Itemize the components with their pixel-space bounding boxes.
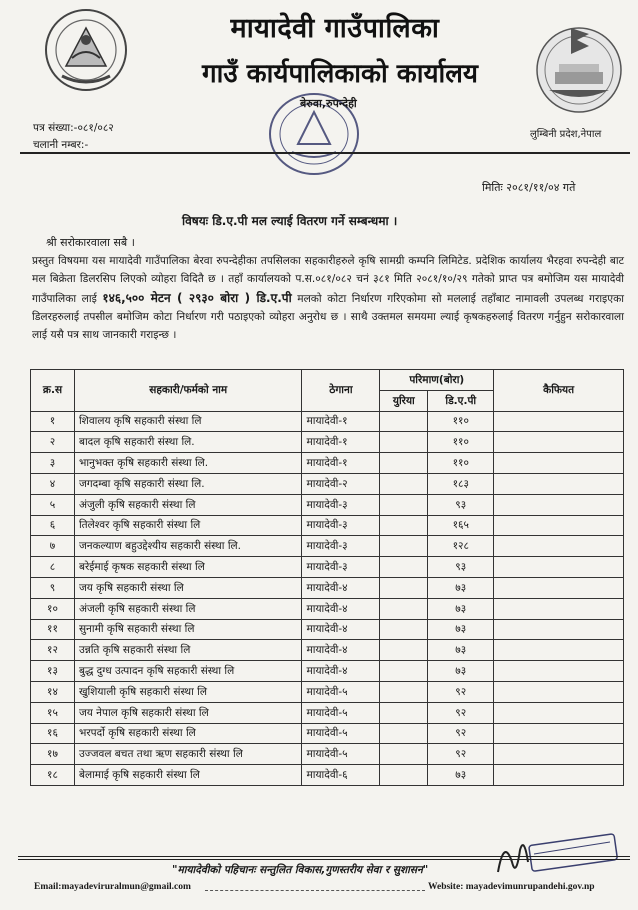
cell-dap: ९२	[428, 744, 494, 765]
cell-name: उन्नति कृषि सहकारी संस्था लि	[74, 640, 302, 661]
letter-body	[32, 252, 624, 344]
header-remarks: कैफियत	[494, 370, 624, 412]
cell-sn: ६	[31, 515, 75, 536]
cell-remarks	[494, 577, 624, 598]
cell-name: अंजुली कृषि सहकारी संस्था लि	[74, 494, 302, 515]
cell-urea	[380, 640, 428, 661]
table-row	[31, 432, 624, 453]
cell-sn: १७	[31, 744, 75, 765]
cell-dap: ९२	[428, 723, 494, 744]
cell-sn: १६	[31, 723, 75, 744]
cell-name: उज्जवल बचत तथा ऋण सहकारी संस्था लि	[74, 744, 302, 765]
cell-address: मायादेवी-५	[302, 702, 380, 723]
cell-sn: ८	[31, 557, 75, 578]
cell-urea	[380, 619, 428, 640]
patra-sankhya: पत्र संख्या:-०८१/०८२	[33, 122, 114, 134]
cell-sn: ११	[31, 619, 75, 640]
cell-urea	[380, 744, 428, 765]
cell-urea	[380, 723, 428, 744]
header-sn: क्र.स	[31, 370, 75, 412]
cell-remarks	[494, 473, 624, 494]
cell-name: शिवालय कृषि सहकारी संस्था लि	[74, 411, 302, 432]
cell-remarks	[494, 432, 624, 453]
cell-urea	[380, 765, 428, 786]
header-divider	[20, 152, 630, 154]
cell-address: मायादेवी-४	[302, 640, 380, 661]
cell-sn: ९	[31, 577, 75, 598]
footer-rule-2	[18, 859, 630, 860]
cell-name: जय नेपाल कृषि सहकारी संस्था लि	[74, 702, 302, 723]
cell-dap: ७३	[428, 640, 494, 661]
cell-address: मायादेवी-३	[302, 536, 380, 557]
cell-remarks	[494, 640, 624, 661]
body-part-1: प्रस्तुत विषयमा यस मायादेवी गाउँपालिका बेरवा रुपन्देहीका तपसिलका सहकारीहरुले कृषि सामग्री कम्पनि लिमिटेड. प्रदेशिक कार्यालय भैरहवा रुपन्देही बाट मल बिक्रेता डिलरसिप लिएको व्योहरा विदितै छ । तहाँ कार्यालयको प.स.०८१/०८२ चनं ३८१ मिति २०८१/१०/२९ गतेको प्राप्त पत्र बमोजिम यस मायादेवी गाउँपालिका लाई	[32, 255, 624, 305]
chalani-number: चलानी नम्बर:-	[33, 139, 89, 151]
cell-remarks	[494, 557, 624, 578]
table-row	[31, 411, 624, 432]
header-dap: डि.ए.पी	[428, 390, 494, 411]
table-row	[31, 515, 624, 536]
cell-address: मायादेवी-३	[302, 515, 380, 536]
cell-dap: ७३	[428, 598, 494, 619]
cell-sn: १३	[31, 661, 75, 682]
quota-highlight: १४६,५०० मेटन ( २९३० बोरा ) डि.ए.पी	[102, 290, 292, 305]
cell-address: मायादेवी-१	[302, 453, 380, 474]
cell-remarks	[494, 494, 624, 515]
table-row	[31, 702, 624, 723]
cell-name: तिलेश्वर कृषि सहकारी संस्था लि	[74, 515, 302, 536]
letter-date: मितिः २०८१/११/०४ गते	[482, 181, 576, 194]
municipality-title: मायादेवी गाउँपालिका	[230, 13, 440, 44]
letter-subject: विषयः डि.ए.पी मल ल्याई वितरण गर्ने सम्बन्धमा ।	[182, 214, 398, 228]
cell-urea	[380, 557, 428, 578]
cell-remarks	[494, 723, 624, 744]
cell-dap: १२८	[428, 536, 494, 557]
table-row	[31, 640, 624, 661]
table-row	[31, 723, 624, 744]
table-row	[31, 557, 624, 578]
cell-remarks	[494, 765, 624, 786]
cell-dap: ९२	[428, 702, 494, 723]
cell-urea	[380, 681, 428, 702]
table-row	[31, 453, 624, 474]
cell-urea	[380, 536, 428, 557]
cell-address: मायादेवी-१	[302, 411, 380, 432]
cell-dap: ७३	[428, 661, 494, 682]
cell-dap: १६५	[428, 515, 494, 536]
footer-slogan: "मायादेवीको पहिचानः सन्तुलित विकास,गुणस्तरीय सेवा र सुशासन"	[172, 864, 429, 876]
header-address: ठेगाना	[302, 370, 380, 412]
municipality-logo	[533, 20, 625, 118]
cell-remarks	[494, 411, 624, 432]
cell-name: सुनामी कृषि सहकारी संस्था लि	[74, 619, 302, 640]
cell-remarks	[494, 681, 624, 702]
cell-remarks	[494, 661, 624, 682]
cell-address: मायादेवी-४	[302, 598, 380, 619]
body-part-2: मलको कोटा निर्धारण गरिएकोमा सो मललाई तहाँबाट नामावली उपलब्ध गराइएका डिलरहरुलाई तपसील बमोजिम कोटा निर्धारण गरी पठाइएको व्योहरा अनुरोध छ । साथै उक्तमल समयमा ल्याई कृषकहरुलाई वितरण गर्नुहुन सरोकारवाला लाई यसै पत्र साथ जानकारी गराइन्छ ।	[32, 292, 624, 342]
cell-name: बुद्ध दुग्ध उत्पादन कृषि सहकारी संस्था लि	[74, 661, 302, 682]
cell-dap: ११०	[428, 453, 494, 474]
cell-sn: ५	[31, 494, 75, 515]
cell-dap: १८३	[428, 473, 494, 494]
cell-remarks	[494, 744, 624, 765]
footer-website[interactable]: Website: mayadevimunrupandehi.gov.np	[428, 882, 595, 892]
cell-dap: ७३	[428, 619, 494, 640]
cell-address: मायादेवी-३	[302, 557, 380, 578]
cell-urea	[380, 411, 428, 432]
cell-sn: ४	[31, 473, 75, 494]
cell-dap: ९३	[428, 557, 494, 578]
cell-name: भानुभक्त कृषि सहकारी संस्था लि.	[74, 453, 302, 474]
cell-name: जय कृषि सहकारी संस्था लि	[74, 577, 302, 598]
cell-sn: १	[31, 411, 75, 432]
cell-sn: ७	[31, 536, 75, 557]
cell-urea	[380, 598, 428, 619]
cell-dap: ९३	[428, 494, 494, 515]
cell-urea	[380, 473, 428, 494]
cell-sn: १८	[31, 765, 75, 786]
cell-sn: ३	[31, 453, 75, 474]
cell-urea	[380, 515, 428, 536]
cell-name: बरेईमाई कृषक सहकारी संस्था लि	[74, 557, 302, 578]
cell-dap: ७३	[428, 765, 494, 786]
cell-remarks	[494, 453, 624, 474]
table-row	[31, 577, 624, 598]
footer-dash-line	[205, 890, 425, 891]
table-row	[31, 536, 624, 557]
cell-remarks	[494, 515, 624, 536]
header-urea: युरिया	[380, 390, 428, 411]
cell-remarks	[494, 536, 624, 557]
footer-rule	[18, 856, 630, 857]
cell-name: जनकल्याण बहुउद्देश्यीय सहकारी संस्था लि.	[74, 536, 302, 557]
cell-remarks	[494, 598, 624, 619]
cell-urea	[380, 577, 428, 598]
cell-remarks	[494, 702, 624, 723]
table-row	[31, 661, 624, 682]
cell-address: मायादेवी-६	[302, 765, 380, 786]
cell-dap: ११०	[428, 411, 494, 432]
cell-sn: १०	[31, 598, 75, 619]
cell-urea	[380, 661, 428, 682]
cell-urea	[380, 432, 428, 453]
cell-address: मायादेवी-४	[302, 577, 380, 598]
table-row	[31, 681, 624, 702]
cell-address: मायादेवी-४	[302, 619, 380, 640]
cell-address: मायादेवी-५	[302, 681, 380, 702]
cell-address: मायादेवी-१	[302, 432, 380, 453]
cell-urea	[380, 494, 428, 515]
cell-name: जगदम्बा कृषि सहकारी संस्था लि.	[74, 473, 302, 494]
table-row	[31, 744, 624, 765]
cell-address: मायादेवी-५	[302, 744, 380, 765]
cell-address: मायादेवी-४	[302, 661, 380, 682]
cell-dap: ११०	[428, 432, 494, 453]
cell-urea	[380, 453, 428, 474]
cell-dap: ९२	[428, 681, 494, 702]
nepal-emblem-logo	[42, 6, 130, 94]
allocation-table	[30, 369, 624, 786]
table-row	[31, 473, 624, 494]
cell-address: मायादेवी-५	[302, 723, 380, 744]
cell-sn: १२	[31, 640, 75, 661]
table-row	[31, 494, 624, 515]
office-address: बेरुवा,रुपन्देही	[300, 97, 357, 110]
footer-email[interactable]: Email:mayadeviruralmun@gmail.com	[34, 882, 191, 892]
header-name: सहकारी/फर्मको नाम	[74, 370, 302, 412]
cell-address: मायादेवी-३	[302, 494, 380, 515]
cell-dap: ७३	[428, 577, 494, 598]
cell-name: अंजली कृषि सहकारी संस्था लि	[74, 598, 302, 619]
province-label: लुम्बिनी प्रदेश,नेपाल	[530, 129, 602, 140]
cell-name: बादल कृषि सहकारी संस्था लि.	[74, 432, 302, 453]
cell-remarks	[494, 619, 624, 640]
salutation: श्री सरोकारवाला सबै ।	[46, 236, 135, 249]
cell-address: मायादेवी-२	[302, 473, 380, 494]
table-row	[31, 619, 624, 640]
cell-urea	[380, 702, 428, 723]
office-title: गाउँ कार्यपालिकाको कार्यालय	[202, 59, 478, 89]
cell-name: बेलामाई कृषि सहकारी संस्था लि	[74, 765, 302, 786]
table-row	[31, 765, 624, 786]
cell-name: भरपर्दो कृषि सहकारी संस्था लि	[74, 723, 302, 744]
cell-sn: २	[31, 432, 75, 453]
cell-name: खुशियाली कृषि सहकारी संस्था लि	[74, 681, 302, 702]
cell-sn: १४	[31, 681, 75, 702]
table-body	[31, 411, 624, 785]
cell-sn: १५	[31, 702, 75, 723]
table-row	[31, 598, 624, 619]
header-quantity: परिमाण(बोरा)	[380, 370, 494, 391]
